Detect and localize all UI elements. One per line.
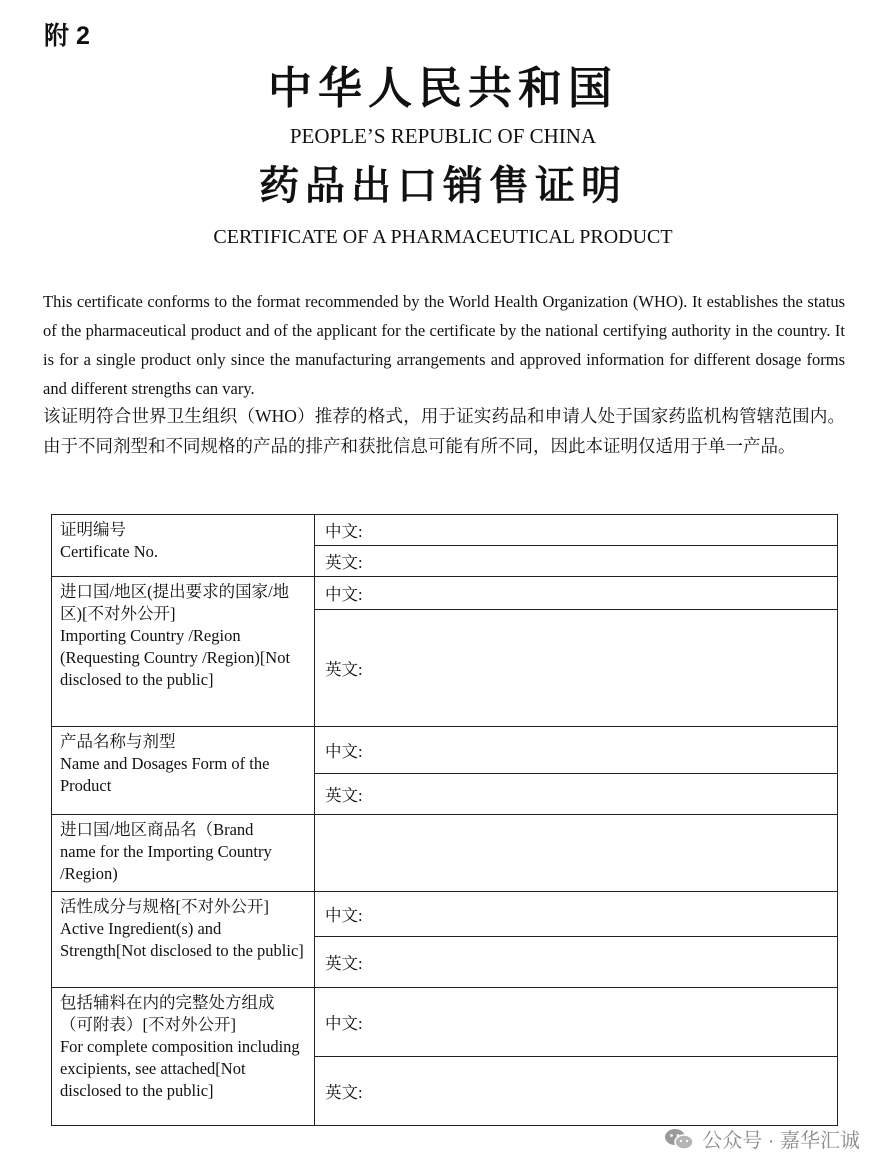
- table-row: [52, 727, 838, 774]
- label-en: Name and Dosages Form of the Product: [60, 754, 270, 795]
- importing-country-cn-field[interactable]: [315, 577, 838, 610]
- label-cn: 活性成分与规格[不对外公开]: [60, 897, 269, 916]
- en-prefix: 英文:: [325, 954, 363, 973]
- label-cn: 进口国/地区(提出要求的国家/地区)[不对外公开]: [60, 582, 290, 623]
- table-row: [52, 988, 838, 1057]
- product-name-en-field[interactable]: [315, 774, 838, 815]
- label-composition: [52, 988, 315, 1126]
- watermark: [664, 1124, 860, 1153]
- table-row: [52, 515, 838, 546]
- label-en: Certificate No.: [60, 542, 159, 561]
- label-cn: 进口国/地区商品名（Brand: [60, 820, 254, 839]
- certificate-no-en-field[interactable]: [315, 546, 838, 577]
- intro-paragraph-chinese: 该证明符合世界卫生组织（WHO）推荐的格式，用于证实药品和申请人处于国家药监机构管辖范围内。由于不同剂型和不同规格的产品的排产和获批信息可能有所不同，因此本证明仅适用于单一产品。: [43, 406, 845, 456]
- label-active-ingredient: [52, 892, 315, 988]
- label-en: For complete composition including excipients, see attached[Not disclosed to the public]: [60, 1037, 300, 1100]
- en-prefix: 英文:: [325, 660, 363, 679]
- wechat-icon: [664, 1127, 694, 1151]
- label-importing-country: [52, 577, 315, 727]
- label-en: Active Ingredient(s) and Strength[Not disclosed to the public]: [60, 919, 304, 960]
- certificate-no-cn-field[interactable]: [315, 515, 838, 546]
- importing-country-en-field[interactable]: [315, 610, 838, 727]
- cn-prefix: 中文:: [325, 522, 363, 541]
- label-cn: 包括辅料在内的完整处方组成（可附表）[不对外公开]: [60, 993, 275, 1034]
- brand-name-field[interactable]: [315, 815, 838, 892]
- cn-prefix: 中文:: [325, 742, 363, 761]
- label-product-name: [52, 727, 315, 815]
- cn-prefix: 中文:: [325, 906, 363, 925]
- en-prefix: 英文:: [325, 786, 363, 805]
- certificate-form-table: [51, 514, 838, 1126]
- cn-prefix: 中文:: [325, 585, 363, 604]
- active-ingredient-en-field[interactable]: [315, 937, 838, 988]
- label-en: Importing Country /Region (Requesting Country /Region)[Not disclosed to the public]: [60, 626, 291, 689]
- title-english: PEOPLE’S REPUBLIC OF CHINA: [289, 124, 597, 148]
- en-prefix: 英文:: [325, 1083, 363, 1102]
- table-row: [52, 815, 838, 892]
- annex-label: 附 2: [44, 22, 90, 50]
- product-name-cn-field[interactable]: [315, 727, 838, 774]
- table-row: [52, 892, 838, 937]
- table-row: [52, 577, 838, 610]
- title-chinese: 中华人民共和国: [268, 64, 618, 113]
- composition-en-field[interactable]: [315, 1057, 838, 1126]
- active-ingredient-cn-field[interactable]: [315, 892, 838, 937]
- intro-paragraph-english: This certificate conforms to the format recommended by the World Health Organization (WHO). It establishes the status of the pharmaceutical product and of the applicant for the certificate by the national certifying authority in the country. It is for a single product only since the manufacturing arrangements and approved information for different dosage forms and different strengths can vary.: [43, 292, 845, 398]
- composition-cn-field[interactable]: [315, 988, 838, 1057]
- label-en: name for the Importing Country /Region): [60, 842, 272, 883]
- certificate-title-chinese: 药品出口销售证明: [259, 163, 627, 208]
- label-cn: 产品名称与剂型: [60, 732, 176, 751]
- cn-prefix: 中文:: [325, 1014, 363, 1033]
- certificate-title-english: CERTIFICATE OF A PHARMACEUTICAL PRODUCT: [213, 226, 673, 248]
- label-cn: 证明编号: [60, 520, 126, 539]
- watermark-text: 公众号 · 嘉华汇诚: [702, 1130, 860, 1152]
- en-prefix: 英文:: [325, 553, 363, 572]
- label-certificate-no: [52, 515, 315, 577]
- label-brand-name: [52, 815, 315, 892]
